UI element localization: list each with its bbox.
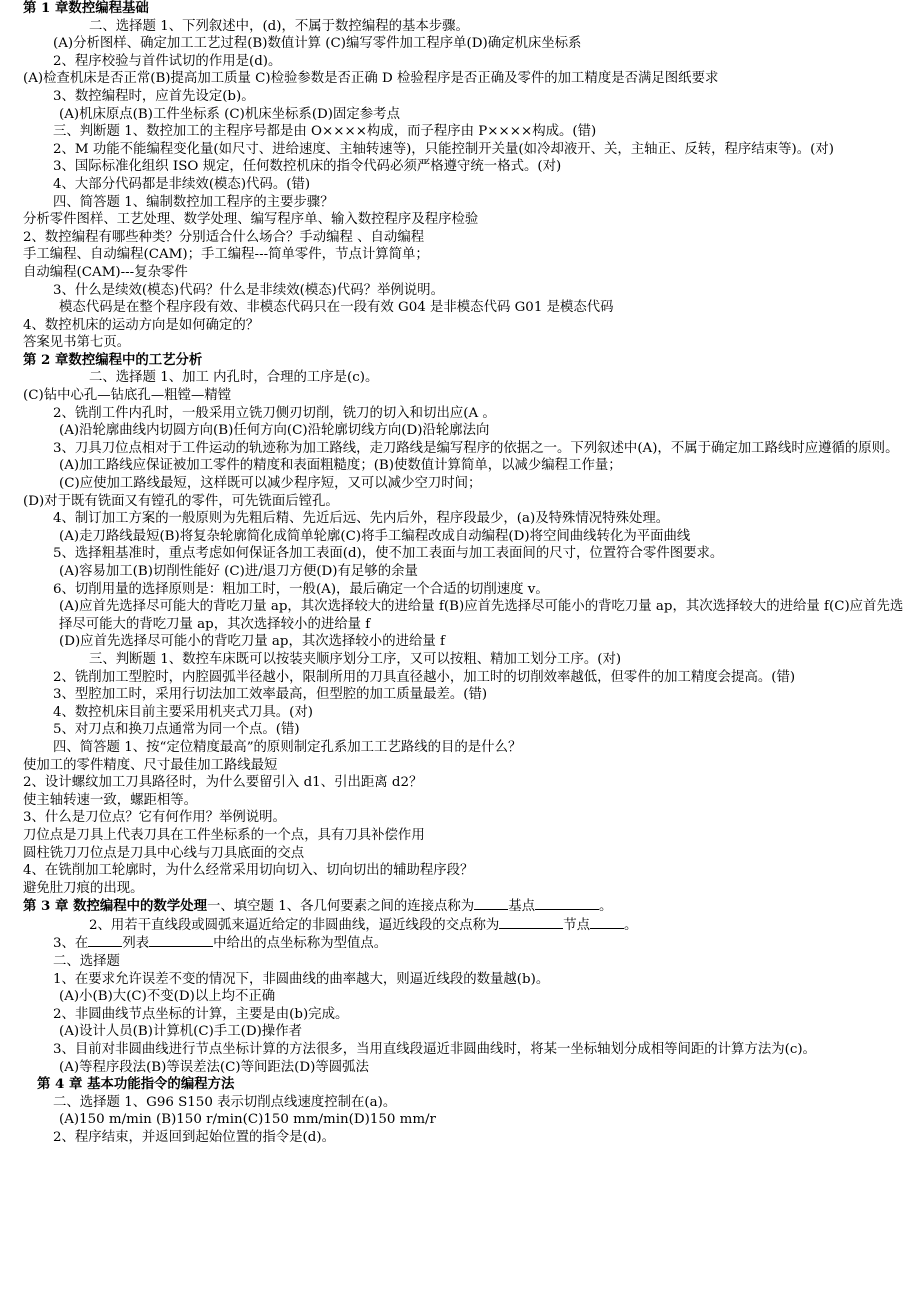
text-line: (A)分析图样、确定加工工艺过程(B)数值计算 (C)编写零件加工程序单(D)确定机床坐标系 (53, 36, 582, 52)
text-line: 2、程序结束，并返回到起始位置的指令是(d)。 (53, 1130, 335, 1145)
fill-question-2: 2、用若干直线段或圆弧来逼近给定的非圆曲线，逼近线段的交点称为 (89, 917, 500, 933)
blank-line (149, 934, 213, 947)
text-line: 1、在要求允许误差不变的情况下，非圆曲线的曲率越大，则逼近线段的数量越(b)。 (53, 971, 550, 987)
text-line: 三、判断题 1、数控加工的主程序号都是由 O××××构成，而子程序由 P××××构成。(错) (53, 124, 597, 140)
text-line: 使主轴转速一致，螺距相等。 (23, 792, 198, 808)
text-line: 刀位点是刀具上代表刀具在工件坐标系的一个点，具有刀具补偿作用 (23, 827, 425, 843)
text-line: 5、对刀点和换刀点通常为同一个点。(错) (53, 722, 300, 738)
text-line: 2、非圆曲线节点坐标的计算，主要是由(b)完成。 (53, 1006, 349, 1022)
fill-question-1: 一、填空题 1、各几何要素之间的连接点称为 (207, 899, 475, 915)
text-line: 4、数控机床目前主要采用机夹式刀具。(对) (53, 704, 313, 720)
text-line: (A)150 m/min (B)150 r/min(C)150 mm/min(D)150 mm/r (59, 1112, 436, 1128)
text-line: 二、选择题 1、G96 S150 表示切削点线速度控制在(a)。 (53, 1094, 397, 1110)
text-line: 4、制订加工方案的一般原则为先粗后精、先近后远、先内后外，程序段最少，(a)及特殊情况特殊处理。 (53, 511, 670, 527)
chapter-3-title: 第 3 章 数控编程中的数学处理 (23, 898, 207, 915)
text-line: 3、什么是续效(模态)代码？什么是非续效(模态)代码？举例说明。 (53, 282, 444, 298)
text-line: 5、选择粗基准时，重点考虑如何保证各加工表面(d)，使不加工表面与加工表面间的尺寸，位置符合零件图要求。 (53, 546, 724, 562)
text-line: (A)机床原点(B)工件坐标系 (C)机床坐标系(D)固定参考点 (59, 106, 400, 122)
chapter-1-2-content (23, 0, 904, 897)
fill-answer-3: 列表 (122, 936, 150, 952)
text-line: 3、国际标准化组织 ISO 规定，任何数控机床的指令代码必须严格遵守统一格式。(对) (53, 159, 562, 175)
text-line: (C)钻中心孔—钻底孔—粗镗—精镗 (23, 388, 232, 404)
chapter-3-line (23, 934, 904, 953)
text-line: (A)等程序段法(B)等误差法(C)等间距法(D)等圆弧法 (59, 1059, 369, 1075)
text-line: 2、铣削加工型腔时，内腔圆弧半径越小，限制所用的刀具直径越小，加工时的切削效率越低，但零件的加工精度会提高。(错) (53, 669, 796, 685)
text-line: 四、简答题 1、编制数控加工程序的主要步骤？ (53, 194, 334, 210)
text-line: (A)走刀路线最短(B)将复杂轮廓简化成简单轮廓(C)将手工编程改成自动编程(D)将空间曲线转化为平面曲线 (59, 528, 691, 544)
punctuation: 。 (598, 899, 613, 915)
text-line: (A)应首先选择尽可能大的背吃刀量 ap，其次选择较大的进给量 f(B)应首先选择尽可能小的背吃刀量 ap，其次选择较大的进给量 f(C)应首先选择尽可能大的背吃刀量 ap，其次选择较小的进给量 f (59, 599, 904, 632)
blank-line (499, 916, 563, 929)
text-line: (A)沿轮廓曲线内切圆方向(B)任何方向(C)沿轮廓切线方向(D)沿轮廓法向 (59, 423, 490, 439)
text-line: 二、选择题 1、下列叙述中，(d)，不属于数控编程的基本步骤。 (89, 18, 469, 34)
text-line: 答案见书第七页。 (23, 335, 131, 351)
chapter-3-4-content (23, 953, 904, 1147)
text-line: 自动编程(CAM)---复杂零件 (23, 264, 188, 280)
blank-line (88, 934, 122, 947)
blank-line (590, 916, 624, 929)
fill-question-3-tail: 中给出的点坐标称为型值点。 (213, 936, 388, 952)
text-line: 4、大部分代码都是非续效(模态)代码。(错) (53, 176, 311, 192)
text-line: 3、目前对非圆曲线进行节点坐标计算的方法很多，当用直线段逼近非圆曲线时，将某一坐标轴划分成相等间距的计算方法为(c)。 (53, 1042, 816, 1058)
text-line: 2、M 功能不能编程变化量(如尺寸、进给速度、主轴转速等)，只能控制开关量(如冷却液开、关，主轴正、反转，程序结束等)。(对) (53, 141, 834, 157)
text-line: 二、选择题 (53, 954, 120, 970)
text-line: 圆柱铣刀刀位点是刀具中心线与刀具底面的交点 (23, 845, 305, 861)
text-line: (A)加工路线应保证被加工零件的精度和表面粗糙度；(B)使数值计算简单，以减少编程工作量； (59, 458, 622, 474)
text-line: 模态代码是在整个程序段有效、非模态代码只在一段有效 G04 是非模态代码 G01 是模态代码 (59, 300, 614, 316)
text-line: 2、程序校验与首件试切的作用是(d)。 (53, 53, 282, 69)
text-line: 3、刀具刀位点相对于工件运动的轨迹称为加工路线，走刀路线是编写程序的依据之一。下列叙述中(A)，不属于确定加工路线时应遵循的原则。 (53, 440, 899, 456)
text-line: 四、简答题 1、按“定位精度最高”的原则制定孔系加工工艺路线的目的是什么？ (53, 739, 522, 755)
text-line: 三、判断题 1、数控车床既可以按装夹顺序划分工序，又可以按粗、精加工划分工序。(对) (89, 651, 622, 667)
text-line: 3、什么是刀位点？它有何作用？举例说明。 (23, 810, 286, 826)
fill-answer-1: 基点 (508, 899, 535, 915)
text-line: 2、设计螺纹加工刀具路径时，为什么要留引入 d1、引出距离 d2？ (23, 775, 423, 791)
text-line: 使加工的零件精度、尺寸最佳加工路线最短 (23, 757, 278, 773)
text-line: (D)对于既有铣面又有镗孔的零件，可先铣面后镗孔。 (23, 493, 339, 509)
chapter-3-heading-line (23, 897, 904, 916)
text-line: 3、数控编程时，应首先设定(b)。 (53, 88, 255, 104)
text-line: (D)应首先选择尽可能小的背吃刀量 ap，其次选择较小的进给量 f (59, 634, 445, 650)
chapter-heading: 第 1 章数控编程基础 (23, 0, 149, 16)
chapter-heading: 第 4 章 基本功能指令的编程方法 (37, 1076, 235, 1093)
text-line: 分析零件图样、工艺处理、数学处理、编写程序单、输入数控程序及程序检验 (23, 212, 479, 228)
text-line: 手工编程、自动编程(CAM)；手工编程---简单零件，节点计算简单； (23, 247, 429, 263)
text-line: (A)小(B)大(C)不变(D)以上均不正确 (59, 989, 276, 1005)
chapter-heading: 第 2 章数控编程中的工艺分析 (23, 351, 203, 368)
text-line: (A)检查机床是否正常(B)提高加工质量 C)检验参数是否正确 D 检验程序是否正确及零件的加工精度是否满足图纸要求 (23, 71, 719, 87)
chapter-3-line (23, 916, 904, 935)
text-line: 2、数控编程有哪些种类？分别适合什么场合？手动编程 、自动编程 (23, 229, 425, 245)
text-line: (A)设计人员(B)计算机(C)手工(D)操作者 (59, 1024, 302, 1040)
text-line: 4、数控机床的运动方向是如何确定的？ (23, 317, 260, 333)
text-line: 6、切削用量的选择原则是：粗加工时，一般(A)，最后确定一个合适的切削速度 v。 (53, 581, 549, 597)
fill-question-3: 3、在 (53, 936, 89, 952)
fill-answer-2: 节点 (563, 917, 591, 933)
punctuation: 。 (624, 917, 638, 933)
text-line: 2、铣削工件内孔时，一般采用立铣刀侧刃切削，铣刀的切入和切出应(A 。 (53, 405, 496, 421)
blank-line (474, 897, 508, 910)
text-line: 3、型腔加工时，采用行切法加工效率最高，但型腔的加工质量最差。(错) (53, 687, 488, 703)
text-line: 避免肚刀痕的出现。 (23, 880, 144, 896)
text-line: (C)应使加工路线最短，这样既可以减少程序短，又可以减少空刀时间； (59, 476, 482, 492)
text-line: 二、选择题 1、加工 内孔时，合理的工序是(c)。 (89, 370, 379, 386)
text-line: 4、在铣削加工轮廓时，为什么经常采用切向切入、切向切出的辅助程序段？ (23, 863, 474, 879)
text-line: (A)容易加工(B)切削性能好 (C)进/退刀方便(D)有足够的余量 (59, 564, 418, 579)
blank-line (535, 897, 599, 910)
